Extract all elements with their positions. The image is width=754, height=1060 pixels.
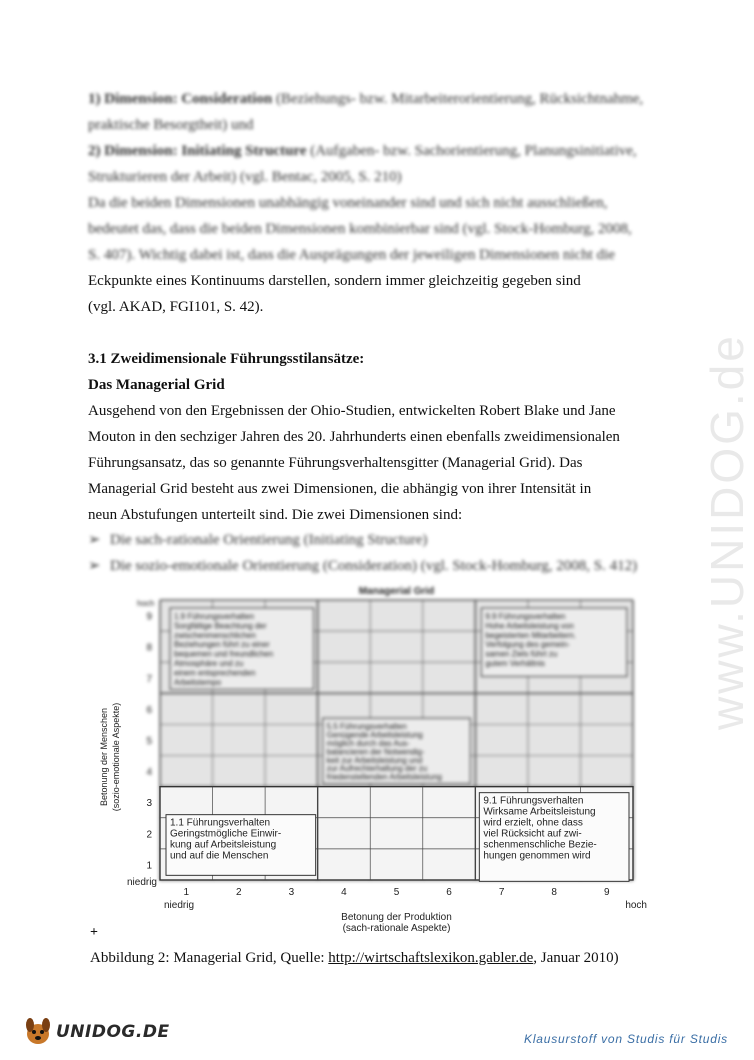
text-line: Ausgehend von den Ergebnissen der Ohio-Studien, entwickelten Robert Blake und Jane	[88, 403, 616, 419]
line-text: (Beziehungs- bzw. Mitarbeiterorientierung, Rücksichtnahme,	[272, 91, 644, 107]
box-9-9-line: 9.9 Führungsverhalten	[485, 612, 566, 621]
x-tick-label: 9	[603, 887, 610, 898]
y-tick-label: 8	[146, 642, 152, 654]
line-text: Da die beiden Dimensionen unabhängig voneinander sind und sich nicht ausschließen,	[88, 195, 608, 211]
arrow-bullet-icon: ➢	[88, 558, 101, 574]
y-tick-label: 9	[146, 611, 152, 623]
box-1-9-line: Atmosphäre und zu	[174, 659, 244, 668]
section-paragraph	[88, 398, 668, 528]
box-9-9-line: gutem Verhältnis	[485, 659, 545, 668]
box-5-5-line: 5.5 Führungsverhalten	[326, 722, 407, 732]
x-tick-label: 8	[551, 887, 557, 898]
y-tick-label: 6	[146, 704, 152, 716]
x-tick-label: 3	[288, 887, 295, 898]
dimension-label: 2) Dimension: Initiating Structure	[88, 143, 307, 159]
box-9-9-line: begeisterten Mitarbeitern.	[485, 630, 577, 640]
text-line: neun Abstufungen unterteilt sind. Die zwei Dimensionen sind:	[88, 507, 463, 523]
line-text: (Aufgaben- bzw. Sachorientierung, Planungsinitiative,	[306, 143, 637, 159]
section-heading: 3.1 Zweidimensionale Führungsstilansätze:	[88, 351, 365, 367]
box-5-5-line: balancieren der Notwendig-	[326, 747, 425, 757]
box-1-1-line: und auf die Menschen	[170, 850, 269, 862]
text-line	[88, 86, 668, 112]
section-subheading: Das Managerial Grid	[88, 377, 225, 393]
box-5-5-line: möglich durch das Aus-	[326, 739, 410, 749]
text-line: Managerial Grid besteht aus zwei Dimensionen, die abhängig von ihrer Intensität in	[88, 481, 592, 497]
box-1-9-line: zwischenmenschlichen	[174, 630, 256, 640]
x-tick-label: 6	[446, 887, 452, 898]
box-9-1-line: hungen genommen wird	[483, 850, 591, 862]
x-tick-label: 7	[498, 887, 505, 898]
box-9-9-line: Verfolgung des gemein-	[485, 640, 570, 650]
line-text: S. 407). Wichtig dabei ist, dass die Ausprägungen der jeweiligen Dimensionen nicht die	[88, 247, 615, 263]
text-line	[88, 242, 668, 268]
box-5-5-line: Genügende Arbeitsleistung	[326, 730, 423, 740]
plus-sign: +	[90, 925, 98, 940]
x-axis-label: Betonung der Produktion	[341, 912, 452, 923]
dog-mascot-icon	[22, 1014, 56, 1048]
y-tick-label: 2	[146, 829, 152, 841]
y-tick-label: 4	[146, 767, 152, 779]
box-9-1-line: viel Rücksicht auf zwi-	[483, 828, 582, 840]
box-9-9-line: Hohe Arbeitsleistung von	[485, 621, 574, 631]
text-line	[88, 112, 668, 138]
box-1-1-line: Geringstmögliche Einwir-	[170, 828, 282, 840]
text-line: Führungsansatz, das so genannte Führungsverhaltensgitter (Managerial Grid). Das	[88, 455, 583, 471]
y-bottom-label: niedrig	[126, 877, 157, 888]
box-1-9-line: bequemen und freundlichen	[174, 649, 274, 659]
box-1-9-line: Sorgfältige Beachtung der	[174, 621, 267, 631]
blurred-paragraph	[88, 86, 668, 268]
box-5-5-line: zur Aufrechterhaltung der zu	[326, 764, 428, 774]
x-left-label: niedrig	[164, 900, 195, 911]
x-tick-label: 2	[236, 887, 242, 898]
text-line	[88, 216, 668, 242]
grid-title: Managerial Grid	[358, 586, 435, 597]
bullet-item	[88, 556, 637, 575]
box-9-1-line: wird erzielt, ohne dass	[483, 817, 583, 829]
box-9-1-line: Wirksame Arbeitsleistung	[483, 806, 596, 818]
x-tick-label: 1	[183, 887, 190, 898]
watermark-text: www.UNIDOG.de	[701, 333, 753, 730]
box-5-5-line: keit zur Arbeitsleistung und	[326, 755, 423, 765]
arrow-bullet-icon: ➢	[88, 532, 101, 548]
box-9-1-line: 9.1 Führungsverhalten	[483, 795, 584, 807]
bullet-item	[88, 530, 427, 549]
intro-paragraph	[88, 268, 668, 320]
y-tick-label: 7	[146, 673, 152, 685]
x-axis-label: (sach-rationale Aspekte)	[342, 923, 451, 934]
box-5-5-line: friedenstellenden Arbeitsleistung	[326, 772, 442, 782]
box-9-9-line: samen Ziels führt zu	[485, 649, 558, 659]
x-right-label: hoch	[625, 900, 647, 911]
y-axis-label: (sozio-emotionale Aspekte)	[111, 702, 121, 812]
box-9-1-line: schenmenschliche Bezie-	[483, 839, 597, 851]
y-tick-label: 5	[146, 736, 152, 747]
text-line	[88, 164, 668, 190]
figure-caption	[90, 950, 619, 967]
logo-text: UNIDOG.DE	[56, 1022, 170, 1042]
text-line	[88, 138, 668, 164]
box-1-1-line: kung auf Arbeitsleistung	[170, 839, 277, 851]
box-1-9-line: einem entsprechenden	[174, 668, 256, 678]
dimension-label: 1) Dimension: Consideration	[88, 91, 273, 107]
unidog-logo[interactable]	[22, 1014, 170, 1050]
box-1-1-line: 1.1 Führungsverhalten	[170, 817, 271, 829]
footer-tagline: Klausurstoff von Studis für Studis	[524, 1032, 728, 1046]
box-1-9-line: Beziehungen führt zu einer	[174, 640, 270, 650]
y-tick-label: 3	[146, 798, 152, 810]
line-text: bedeutet das, dass die beiden Dimensionen kombinierbar sind (vgl. Stock-Homburg, 2008,	[88, 221, 632, 237]
y-axis-label: Betonung der Menschen	[99, 707, 109, 807]
y-tick-label: 1	[146, 860, 152, 872]
caption-prefix: Abbildung 2: Managerial Grid, Quelle:	[90, 950, 329, 966]
x-tick-label: 5	[393, 887, 400, 898]
text-line: (vgl. AKAD, FGI101, S. 42).	[88, 299, 264, 315]
caption-suffix: , Januar 2010)	[533, 950, 619, 966]
box-1-9-line: Arbeitstempo	[174, 677, 222, 687]
bullet-text: Die sozio-emotionale Orientierung (Consideration) (vgl. Stock-Homburg, 2008, S. 412)	[110, 558, 638, 574]
text-line: Mouton in den sechziger Jahren des 20. Jahrhunderts einen ebenfalls zweidimensionalen	[88, 429, 620, 445]
line-text: praktische Besorgtheit) und	[88, 117, 254, 133]
managerial-grid-figure	[95, 582, 655, 934]
text-line: Eckpunkte eines Kontinuums darstellen, sondern immer gleichzeitig gegeben sind	[88, 273, 581, 289]
source-link[interactable]: http://wirtschaftslexikon.gabler.de	[328, 950, 534, 966]
text-line	[88, 190, 668, 216]
x-tick-label: 4	[341, 887, 347, 898]
y-top-label: hoch	[137, 599, 155, 608]
bullet-text: Die sach-rationale Orientierung (Initiating Structure)	[110, 532, 428, 548]
line-text: Strukturieren der Arbeit) (vgl. Bentac, 2005, S. 210)	[88, 169, 402, 185]
box-1-9-line: 1.9 Führungsverhalten	[174, 612, 255, 621]
